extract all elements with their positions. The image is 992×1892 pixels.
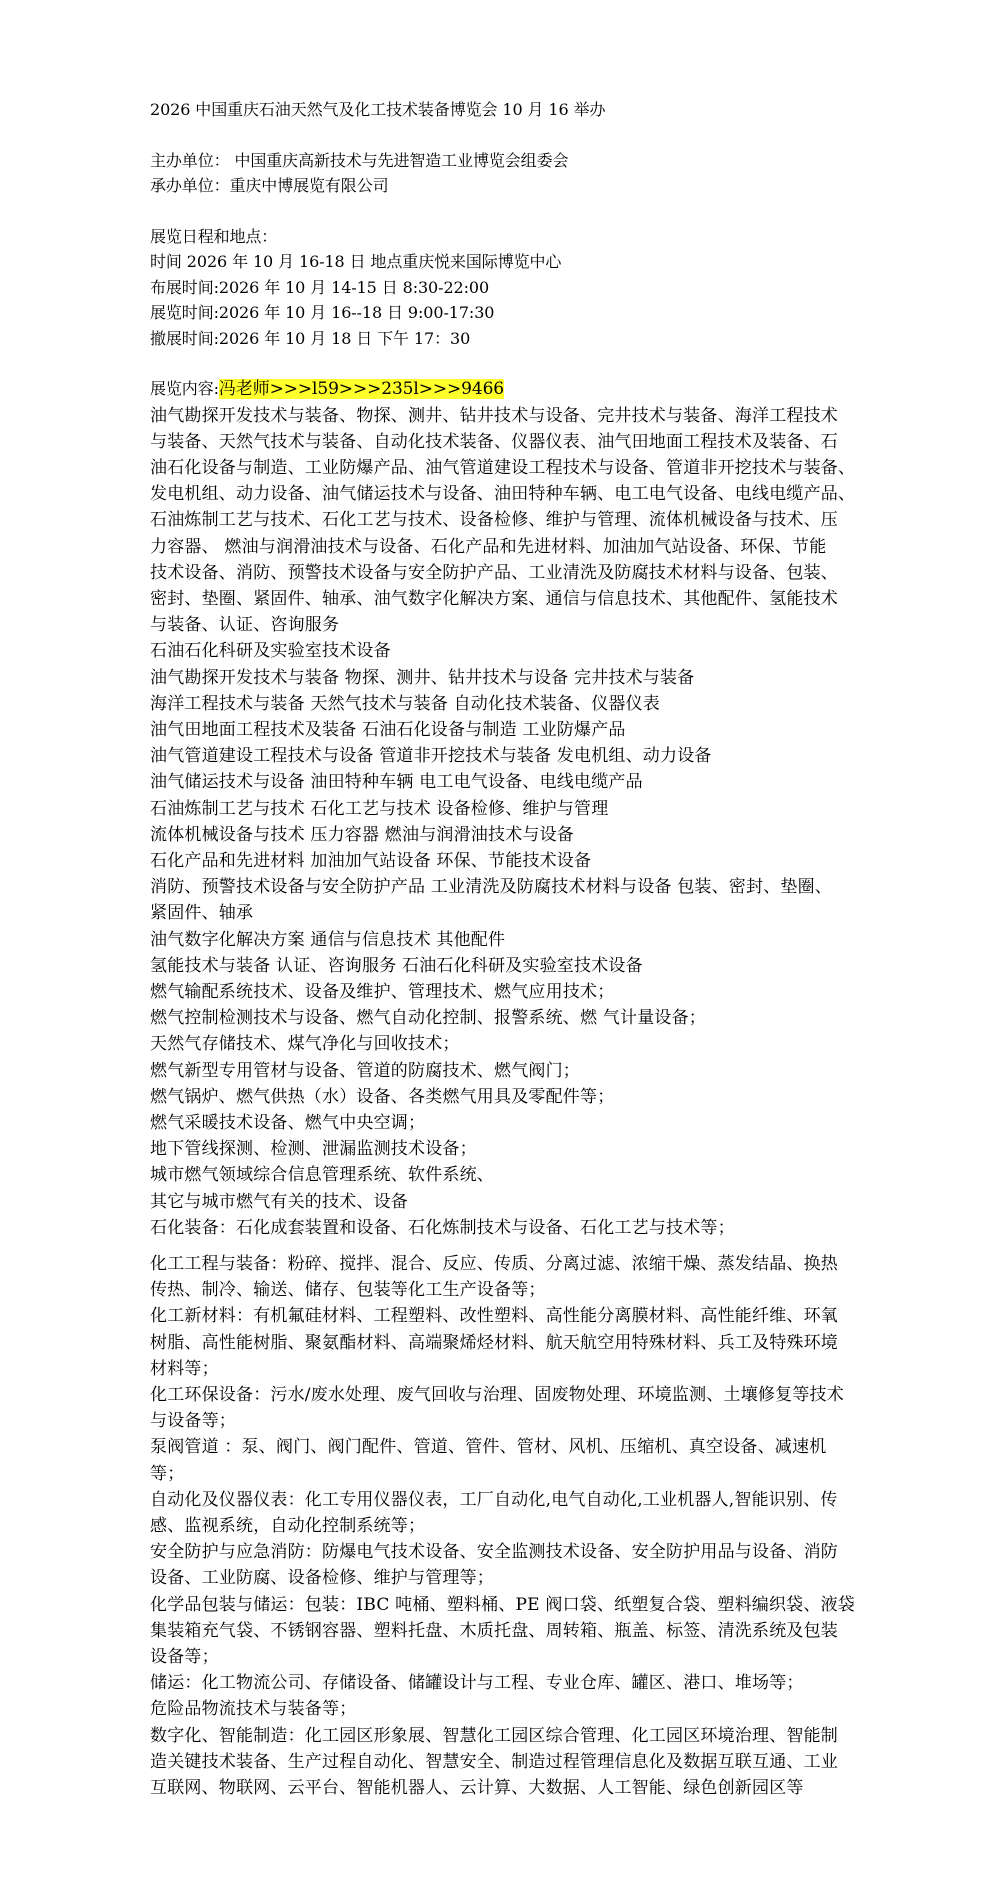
list-item: 城市燃气领域综合信息管理系统、软件系统、 (150, 1165, 494, 1186)
spacer (150, 1241, 852, 1251)
list-item: 石化装备：石化成套装置和设备、石化炼制技术与设备、石化工艺与技术等； (150, 1217, 735, 1238)
chem-line: 化工环保设备：污水/废水处理、废气回收与治理、固废物处理、环境监测、土壤修复等技术 (150, 1385, 844, 1406)
co-organizer: 承办单位：重庆中博展览有限公司 (150, 176, 389, 195)
chem-line: 储运：化工物流公司、存储设备、储罐设计与工程、专业仓库、罐区、港口、堆场等； (150, 1673, 804, 1694)
chem-line: 集装箱充气袋、不锈钢容器、塑料托盘、木质托盘、周转箱、瓶盖、标签、清洗系统及包装 (150, 1620, 838, 1641)
content-label: 展览内容: (150, 379, 219, 398)
paragraph-line: 发电机组、动力设备、油气储运技术与设备、油田特种车辆、电工电气设备、电线电缆产品、 (150, 484, 856, 505)
chem-line: 化工新材料：有机氟硅材料、工程塑料、改性塑料、高性能分离膜材料、高性能纤维、环氧 (150, 1306, 838, 1327)
list-item: 油气管道建设工程技术与设备 管道非开挖技术与装备 发电机组、动力设备 (150, 746, 712, 767)
list-item: 氢能技术与装备 认证、咨询服务 石油石化科研及实验室技术设备 (150, 955, 643, 976)
list-item: 紧固件、轴承 (150, 903, 254, 924)
schedule-line: 布展时间:2026 年 10 月 14-15 日 8:30-22:00 (150, 277, 490, 297)
chem-line: 与设备等； (150, 1411, 236, 1432)
schedule-line: 撤展时间:2026 年 10 月 18 日 下午 17：30 (150, 328, 471, 348)
paragraph-line: 石油炼制工艺与技术、石化工艺与技术、设备检修、维护与管理、流体机械设备与技术、压 (150, 510, 838, 531)
list-item: 油气数字化解决方案 通信与信息技术 其他配件 (150, 929, 506, 950)
chem-line: 等； (150, 1463, 185, 1484)
list-item: 地下管线探测、检测、泄漏监测技术设备； (150, 1139, 477, 1160)
chem-line: 造关键技术装备、生产过程自动化、智慧安全、制造过程管理信息化及数据互联互通、工业 (150, 1751, 838, 1772)
list-item: 燃气控制检测技术与设备、燃气自动化控制、报警系统、燃 气计量设备； (150, 1008, 707, 1029)
paragraph-line: 与装备、认证、咨询服务 (150, 615, 340, 636)
chem-line: 自动化及仪器仪表：化工专用仪器仪表，工厂自动化,电气自动化,工业机器人,智能识别、传 (150, 1489, 838, 1510)
chem-line: 感、监视系统，自动化控制系统等； (150, 1516, 426, 1537)
content-paragraph (150, 403, 856, 639)
spacer (150, 199, 852, 224)
spacer (150, 351, 852, 376)
list-item: 油气田地面工程技术及装备 石油石化设备与制造 工业防爆产品 (150, 719, 626, 740)
chem-line: 危险品物流技术与装备等； (150, 1699, 357, 1720)
content-heading (150, 376, 852, 403)
chem-line: 泵阀管道 ：泵、阀门、阀门配件、管道、管件、管材、风机、压缩机、真空设备、减速机 (150, 1437, 827, 1458)
document-title: 2026 中国重庆石油天然气及化工技术装备博览会 10 月 16 举办 (150, 100, 606, 119)
list-item: 油气储运技术与设备 油田特种车辆 电工电气设备、电线电缆产品 (150, 772, 643, 793)
chem-line: 设备等； (150, 1647, 219, 1668)
list-item: 石化产品和先进材料 加油加气站设备 环保、节能技术设备 (150, 850, 592, 871)
paragraph-line: 油石化设备与制造、工业防爆产品、油气管道建设工程技术与设备、管道非开挖技术与装备、 (150, 457, 856, 478)
list-item: 其它与城市燃气有关的技术、设备 (150, 1191, 408, 1212)
chem-line: 互联网、物联网、云平台、智能机器人、云计算、大数据、人工智能、绿色创新园区等 (150, 1778, 804, 1799)
chem-line: 材料等； (150, 1358, 219, 1379)
list-item: 天然气存储技术、煤气净化与回收技术； (150, 1034, 460, 1055)
chemical-section (150, 1251, 855, 1801)
list-item: 燃气输配系统技术、设备及维护、管理技术、燃气应用技术； (150, 981, 615, 1002)
list-item: 流体机械设备与技术 压力容器 燃油与润滑油技术与设备 (150, 824, 575, 845)
chem-line: 设备、工业防腐、设备检修、维护与管理等； (150, 1568, 494, 1589)
list-item: 燃气新型专用管材与设备、管道的防腐技术、燃气阀门； (150, 1060, 580, 1081)
chem-line: 数字化、智能制造：化工园区形象展、智慧化工园区综合管理、化工园区环境治理、智能制 (150, 1725, 838, 1746)
paragraph-line: 密封、垫圈、紧固件、轴承、油气数字化解决方案、通信与信息技术、其他配件、氢能技术 (150, 588, 838, 609)
schedule-heading: 展览日程和地点： (150, 226, 278, 246)
schedule-line: 时间 2026 年 10 月 16-18 日 地点重庆悦来国际博览中心 (150, 252, 562, 271)
chem-line: 传热、制冷、输送、储存、包装等化工生产设备等； (150, 1280, 546, 1301)
contact-highlight: 冯老师>>>l59>>>235l>>>9466 (218, 379, 505, 399)
spacer (150, 123, 852, 148)
content-list (150, 638, 852, 1241)
list-item: 海洋工程技术与装备 天然气技术与装备 自动化技术装备、仪器仪表 (150, 693, 661, 714)
schedule-line: 展览时间:2026 年 10 月 16--18 日 9:00-17:30 (150, 303, 495, 322)
list-item: 消防、预警技术设备与安全防护产品 工业清洗及防腐技术材料与设备 包装、密封、垫圈、 (150, 877, 833, 898)
chem-line: 安全防护与应急消防：防爆电气技术设备、安全监测技术设备、安全防护用品与设备、消防 (150, 1542, 838, 1563)
paragraph-line: 力容器、 燃油与润滑油技术与设备、石化产品和先进材料、加油加气站设备、环保、节能 (150, 536, 827, 557)
chem-line: 树脂、高性能树脂、聚氨酯材料、高端聚烯烃材料、航天航空用特殊材料、兵工及特殊环境 (150, 1332, 838, 1353)
paragraph-line: 油气勘探开发技术与装备、物探、测井、钻井技术与设备、完井技术与装备、海洋工程技术 (150, 405, 838, 426)
chem-line: 化工工程与装备：粉碎、搅拌、混合、反应、传质、分离过滤、浓缩干燥、蒸发结晶、换热 (150, 1254, 838, 1274)
list-item: 石油炼制工艺与技术 石化工艺与技术 设备检修、维护与管理 (150, 798, 609, 819)
paragraph-line: 与装备、天然气技术与装备、自动化技术装备、仪器仪表、油气田地面工程技术及装备、石 (150, 431, 838, 452)
chem-line: 化学品包装与储运：包装：IBC 吨桶、塑料桶、PE 阀口袋、纸塑复合袋、塑料编织袋、液袋 (150, 1594, 855, 1615)
list-item: 油气勘探开发技术与装备 物探、测井、钻井技术与设备 完井技术与装备 (150, 667, 695, 688)
organizer: 主办单位： 中国重庆高新技术与先进智造工业博览会组委会 (150, 150, 569, 170)
list-item: 燃气锅炉、燃气供热（水）设备、各类燃气用具及零配件等； (150, 1086, 615, 1107)
paragraph-line: 技术设备、消防、预警技术设备与安全防护产品、工业清洗及防腐技术材料与设备、包装、 (150, 562, 838, 583)
list-item: 石油石化科研及实验室技术设备 (150, 641, 391, 662)
list-item: 燃气采暖技术设备、燃气中央空调； (150, 1112, 426, 1133)
